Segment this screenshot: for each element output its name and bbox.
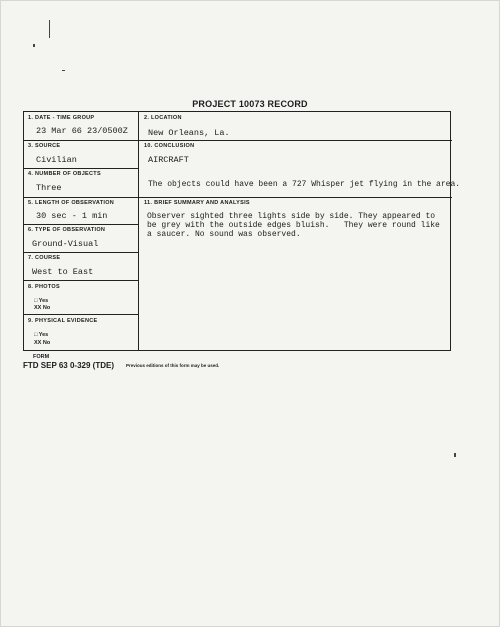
row-divider: [24, 224, 138, 225]
length-of-observation-value: 30 sec - 1 min: [36, 211, 108, 221]
scan-mark: [33, 44, 35, 47]
source-label: 3. SOURCE: [28, 143, 61, 149]
physical-evidence-label: 9. PHYSICAL EVIDENCE: [28, 318, 98, 324]
scan-mark: [49, 20, 50, 38]
type-of-observation-value: Ground-Visual: [32, 239, 99, 249]
length-of-observation-label: 5. LENGTH OF OBSERVATION: [28, 200, 115, 206]
footer-form-label: FORM: [33, 354, 50, 360]
row-divider: [24, 197, 138, 198]
photos-no-checkbox: XX No: [34, 305, 51, 311]
row-divider: [24, 280, 138, 281]
source-value: Civilian: [36, 155, 77, 165]
course-value: West to East: [32, 267, 94, 277]
photos-label: 8. PHOTOS: [28, 284, 60, 290]
conclusion-label: 10. CONCLUSION: [144, 143, 195, 149]
row-divider: [24, 314, 138, 315]
scan-mark: [454, 453, 456, 457]
column-divider: [138, 112, 139, 350]
row-divider: [138, 140, 452, 141]
summary-label: 11. BRIEF SUMMARY AND ANALYSIS: [144, 200, 250, 206]
conclusion-value: AIRCRAFT: [148, 155, 189, 165]
row-divider: [24, 140, 138, 141]
date-time-group-value: 23 Mar 66 23/0500Z: [36, 126, 128, 136]
document-title: PROJECT 10073 RECORD: [192, 99, 308, 109]
course-label: 7. COURSE: [28, 255, 61, 261]
row-divider: [24, 252, 138, 253]
footer-note: Previous editions of this form may be used.: [126, 363, 220, 368]
row-divider: [24, 168, 138, 169]
photos-yes-checkbox: □ Yes: [34, 298, 49, 304]
number-of-objects-value: Three: [36, 183, 62, 193]
number-of-objects-label: 4. NUMBER OF OBJECTS: [28, 171, 101, 177]
summary-text: Observer sighted three lights side by side. They appeared to be grey with the outside edges bluish. They were round like a saucer. No sound was observed.: [147, 212, 440, 239]
date-time-group-label: 1. DATE - TIME GROUP: [28, 115, 95, 121]
footer-form-id: FTD SEP 63 0-329 (TDE): [23, 361, 114, 370]
physical-evidence-no-checkbox: XX No: [34, 340, 51, 346]
row-divider: [138, 197, 452, 198]
type-of-observation-label: 6. TYPE OF OBSERVATION: [28, 227, 106, 233]
conclusion-detail: The objects could have been a 727 Whisper jet flying in the area.: [148, 180, 461, 189]
physical-evidence-yes-checkbox: □ Yes: [34, 332, 49, 338]
scan-mark: [62, 70, 65, 71]
record-form: [23, 111, 461, 351]
location-label: 2. LOCATION: [144, 115, 182, 121]
location-value: New Orleans, La.: [148, 128, 230, 138]
